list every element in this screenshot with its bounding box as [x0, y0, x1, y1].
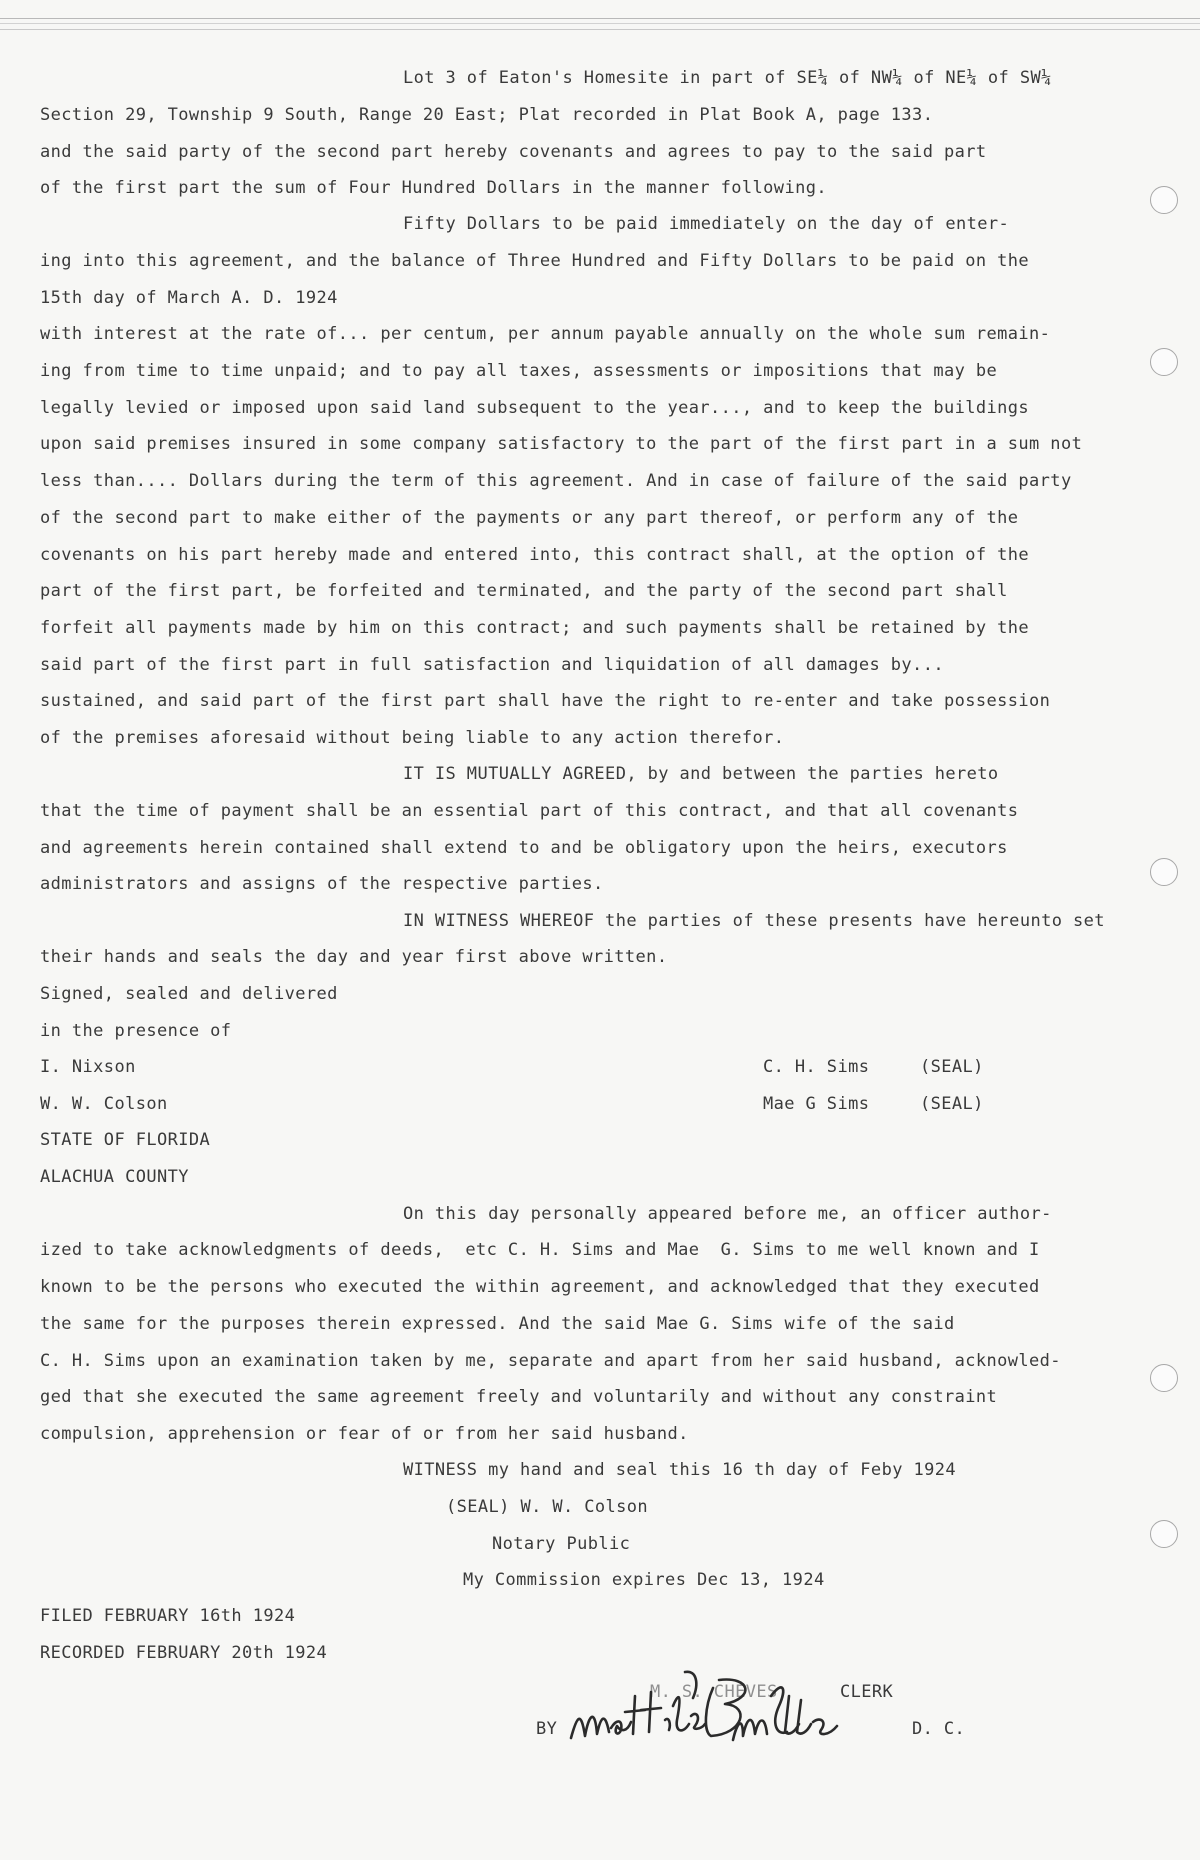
punch-hole: [1150, 186, 1178, 214]
body-line: sustained, and said part of the first part shall have the right to re-enter and take possession: [40, 691, 1051, 711]
body-line: of the second part to make either of the payments or any part thereof, or perform any of the: [40, 508, 1019, 528]
body-line: their hands and seals the day and year first above written.: [40, 947, 668, 967]
notary-line: WITNESS my hand and seal this 16 th day of Feby 1924: [403, 1460, 957, 1480]
body-line: administrators and assigns of the respective parties.: [40, 874, 604, 894]
ack-line: ized to take acknowledgments of deeds, etc C. H. Sims and Mae G. Sims to me well known and I: [40, 1240, 1040, 1260]
punch-hole: [1150, 348, 1178, 376]
ack-line: On this day personally appeared before me, an officer author-: [403, 1204, 1052, 1224]
ack-line: the same for the purposes therein expressed. And the said Mae G. Sims wife of the said: [40, 1314, 955, 1334]
signing-line: Signed, sealed and delivered: [40, 984, 338, 1004]
punch-hole: [1150, 1520, 1178, 1548]
body-line: and the said party of the second part hereby covenants and agrees to pay to the said part: [40, 142, 987, 162]
body-line: 15th day of March A. D. 1924: [40, 288, 338, 308]
body-line: part of the first part, be forfeited and terminated, and the party of the second part shall: [40, 581, 1008, 601]
punch-hole: [1150, 1364, 1178, 1392]
state-line: STATE OF FLORIDA: [40, 1130, 211, 1150]
body-line: of the first part the sum of Four Hundred Dollars in the manner following.: [40, 178, 827, 198]
body-line: said part of the first part in full satisfaction and liquidation of all damages by...: [40, 655, 944, 675]
ack-line: C. H. Sims upon an examination taken by me, separate and apart from her said husband, acknowled-: [40, 1351, 1061, 1371]
body-line: Fifty Dollars to be paid immediately on the day of enter-: [403, 214, 1010, 234]
body-line: less than.... Dollars during the term of this agreement. And in case of failure of the said party: [40, 471, 1072, 491]
seal-label: (SEAL): [920, 1094, 984, 1114]
body-line: Lot 3 of Eaton's Homesite in part of SE¼ of NW¼ of NE¼ of SW¼: [403, 68, 1052, 88]
body-line: legally levied or imposed upon said land subsequent to the year..., and to keep the buildings: [40, 398, 1030, 418]
ack-line: compulsion, apprehension or fear of or from her said husband.: [40, 1424, 689, 1444]
seal-label: (SEAL): [920, 1057, 984, 1077]
clerk-title: CLERK: [840, 1682, 894, 1702]
ack-line: known to be the persons who executed the within agreement, and acknowledged that they executed: [40, 1277, 1040, 1297]
body-line: upon said premises insured in some company satisfactory to the part of the first part in a sum not: [40, 434, 1083, 454]
witness-name: I. Nixson: [40, 1057, 136, 1077]
deputy-clerk-label: D. C.: [912, 1719, 966, 1739]
body-line: covenants on his part hereby made and entered into, this contract shall, at the option of the: [40, 545, 1030, 565]
body-line: with interest at the rate of... per centum, per annum payable annually on the whole sum remain-: [40, 324, 1051, 344]
deputy-clerk-signature: [565, 1666, 845, 1756]
body-line: Section 29, Township 9 South, Range 20 East; Plat recorded in Plat Book A, page 133.: [40, 105, 934, 125]
body-line: of the premises aforesaid without being liable to any action therefor.: [40, 728, 785, 748]
filed-stamp: FILED FEBRUARY 16th 1924: [40, 1606, 296, 1626]
body-line: ing into this agreement, and the balance of Three Hundred and Fifty Dollars to be paid on the: [40, 251, 1030, 271]
witness-name: W. W. Colson: [40, 1094, 168, 1114]
ack-line: ged that she executed the same agreement freely and voluntarily and without any constraint: [40, 1387, 998, 1407]
body-line: ing from time to time unpaid; and to pay all taxes, assessments or impositions that may be: [40, 361, 998, 381]
top-rule: [0, 18, 1200, 30]
body-line: IT IS MUTUALLY AGREED, by and between the parties hereto: [403, 764, 999, 784]
body-line: that the time of payment shall be an essential part of this contract, and that all covenants: [40, 801, 1019, 821]
county-line: ALACHUA COUNTY: [40, 1167, 189, 1187]
body-line: forfeit all payments made by him on this contract; and such payments shall be retained by the: [40, 618, 1030, 638]
by-label: BY: [536, 1719, 558, 1739]
body-line: and agreements herein contained shall extend to and be obligatory upon the heirs, executors: [40, 838, 1008, 858]
notary-line: Notary Public: [492, 1534, 631, 1554]
punch-hole: [1150, 858, 1178, 886]
clerk-name: M. S. CHEVES: [650, 1682, 778, 1702]
recorded-stamp: RECORDED FEBRUARY 20th 1924: [40, 1643, 328, 1663]
signatory-name: Mae G Sims: [763, 1094, 870, 1114]
notary-line: My Commission expires Dec 13, 1924: [463, 1570, 825, 1590]
signing-line: in the presence of: [40, 1021, 232, 1041]
body-line: IN WITNESS WHEREOF the parties of these presents have hereunto set: [403, 911, 1105, 931]
signatory-name: C. H. Sims: [763, 1057, 870, 1077]
notary-line: (SEAL) W. W. Colson: [446, 1497, 649, 1517]
